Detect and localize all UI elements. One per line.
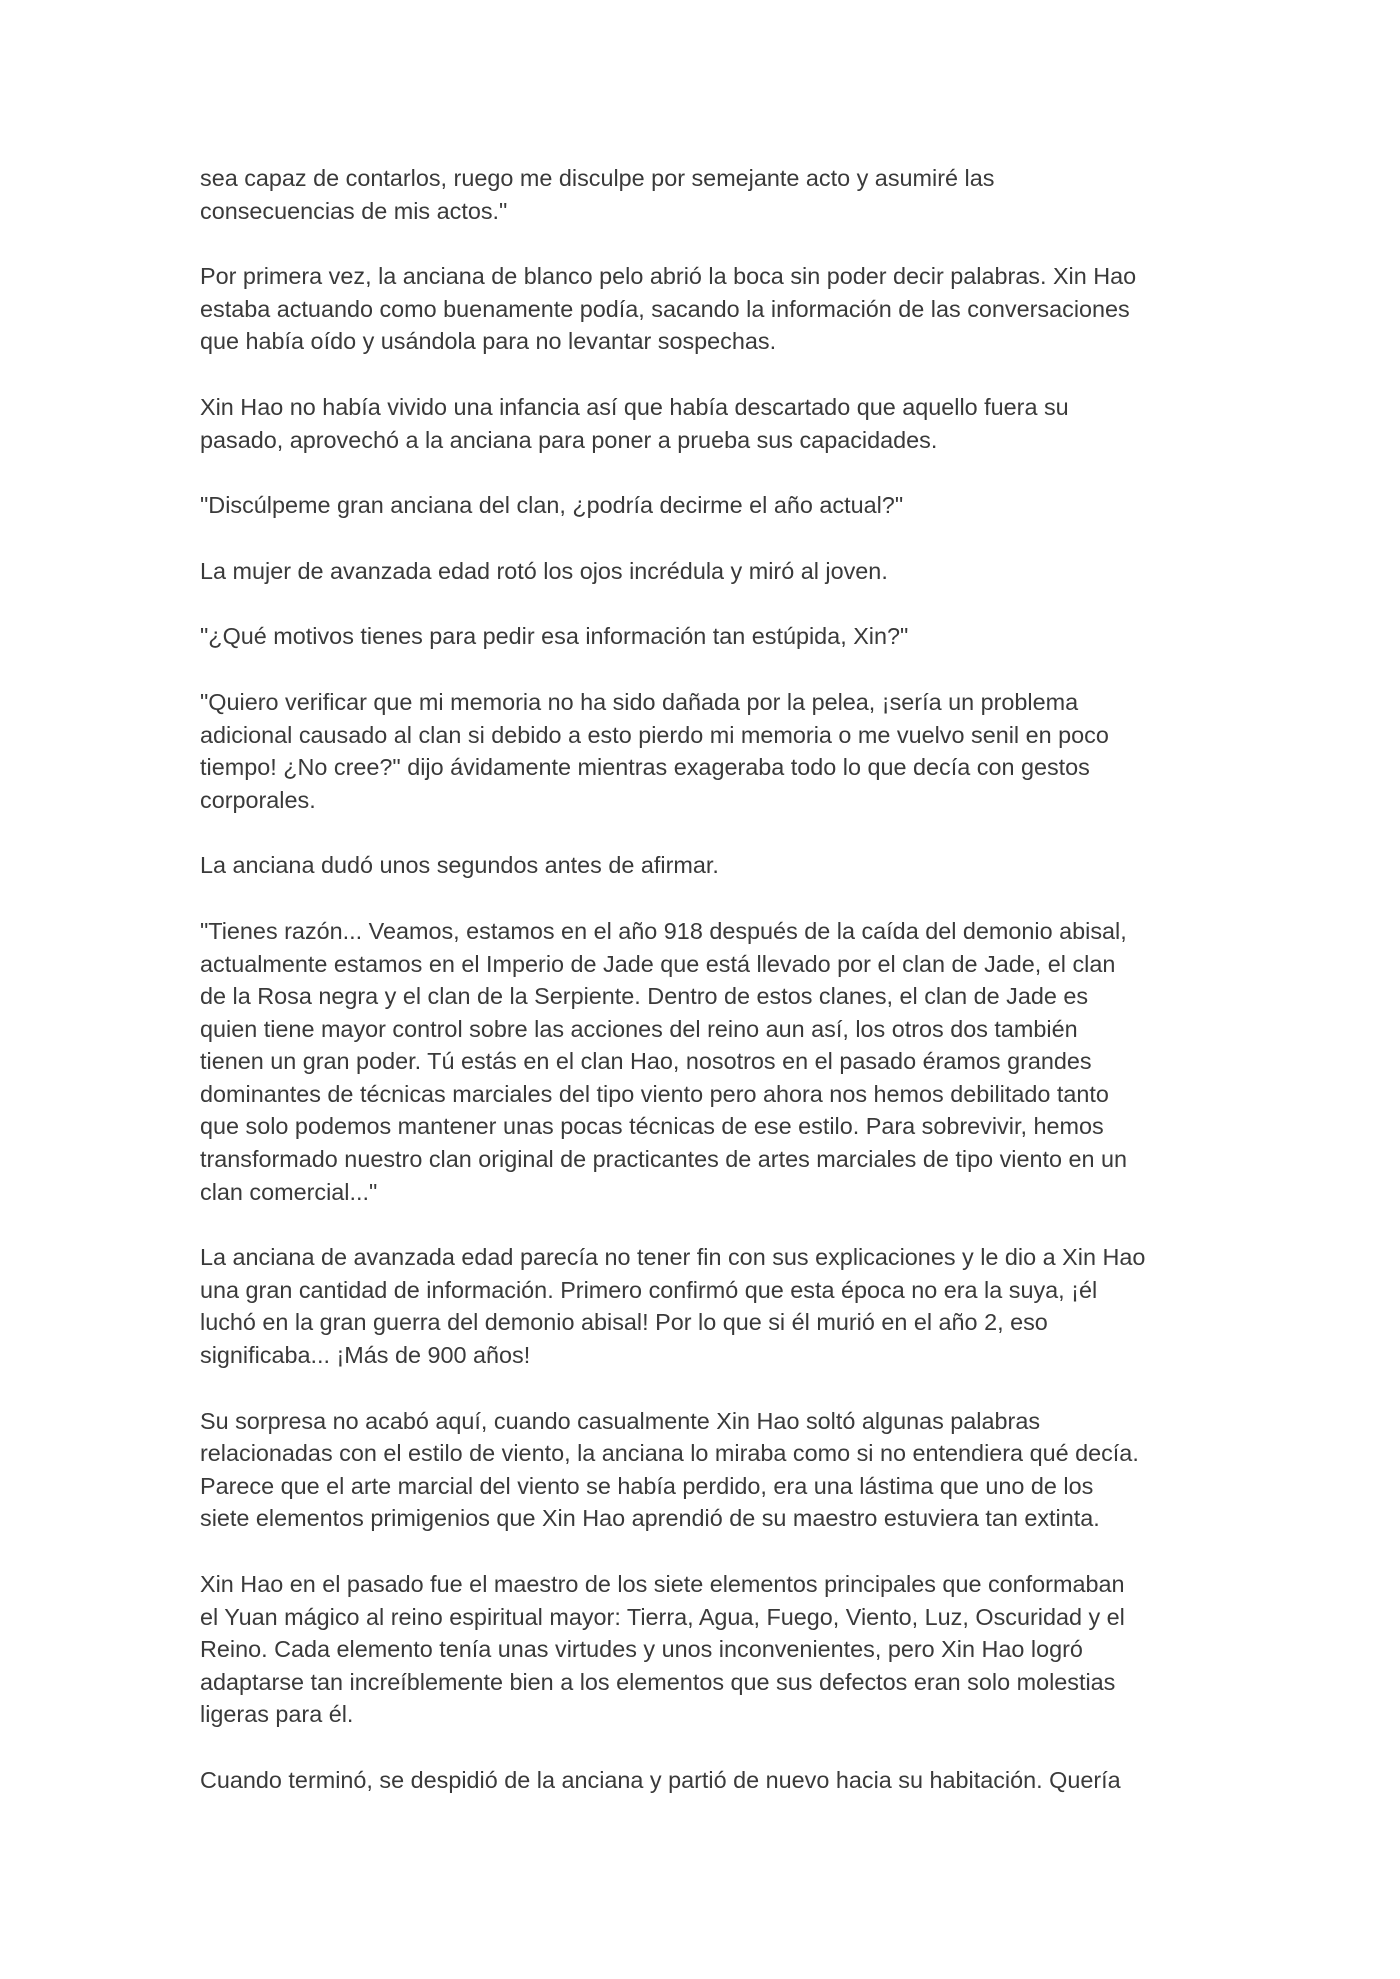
paragraph: La anciana de avanzada edad parecía no tener fin con sus explicaciones y le dio a Xin Hao una gran cantidad de información. Primero confirmó que esta época no era la suya, ¡él luchó en la gran guerra del demonio abisal! Por lo que si él murió en el año 2, eso significaba... ¡Más de 900 años! [200,1244,1146,1369]
document-page [200,162,1210,1830]
paragraph: "¿Qué motivos tienes para pedir esa información tan estúpida, Xin?" [200,623,909,650]
paragraph: "Quiero verificar que mi memoria no ha sido dañada por la pelea, ¡sería un problema adicional causado al clan si debido a esto pierdo mi memoria o me vuelvo senil en poco tiempo! ¿No cree?" dijo ávidamente mientras exageraba todo lo que decía con gestos corporales. [200,688,1109,813]
paragraph: Cuando terminó, se despidió de la anciana y partió de nuevo hacia su habitación. Quería [200,1766,1121,1793]
paragraph: "Discúlpeme gran anciana del clan, ¿podría decirme el año actual?" [200,492,904,519]
paragraph: Su sorpresa no acabó aquí, cuando casualmente Xin Hao soltó algunas palabras relacionadas con el estilo de viento, la anciana lo miraba como si no entendiera qué decía. Parece que el arte marcial del viento se había perdido, era una lástima que uno de los siete elementos primigenios que Xin Hao aprendió de su maestro estuviera tan extinta. [200,1407,1139,1532]
paragraph: Por primera vez, la anciana de blanco pelo abrió la boca sin poder decir palabras. Xin Hao estaba actuando como buenamente podía, sacando la información de las conversaciones que había oído y usándola para no levantar sospechas. [200,263,1137,355]
paragraph: "Tienes razón... Veamos, estamos en el año 918 después de la caída del demonio abisal, actualmente estamos en el Imperio de Jade que está llevado por el clan de Jade, el clan de la Rosa negra y el clan de la Serpiente. Dentro de estos clanes, el clan de Jade es quien tiene mayor control sobre las acciones del reino aun así, los otros dos también tienen un gran poder. Tú estás en el clan Hao, nosotros en el pasado éramos grandes dominantes de técnicas marciales del tipo viento pero ahora nos hemos debilitado tanto que solo podemos mantener unas pocas técnicas de ese estilo. Para sobrevivir, hemos transformado nuestro clan original de practicantes de artes marciales de tipo viento en un clan comercial..." [200,917,1128,1205]
paragraph: La mujer de avanzada edad rotó los ojos incrédula y miró al joven. [200,557,888,584]
paragraph: Xin Hao en el pasado fue el maestro de los siete elementos principales que conformaban el Yuan mágico al reino espiritual mayor: Tierra, Agua, Fuego, Viento, Luz, Oscuridad y el Reino. Cada elemento tenía unas virtudes y unos inconvenientes, pero Xin Hao logró adaptarse tan increíblemente bien a los elementos que sus defectos eran solo molestias ligeras para él. [200,1571,1125,1728]
paragraph: La anciana dudó unos segundos antes de afirmar. [200,852,719,879]
paragraph: sea capaz de contarlos, ruego me disculpe por semejante acto y asumiré las consecuencias de mis actos." [200,165,995,224]
paragraph: Xin Hao no había vivido una infancia así que había descartado que aquello fuera su pasado, aprovechó a la anciana para poner a prueba sus capacidades. [200,393,1069,453]
